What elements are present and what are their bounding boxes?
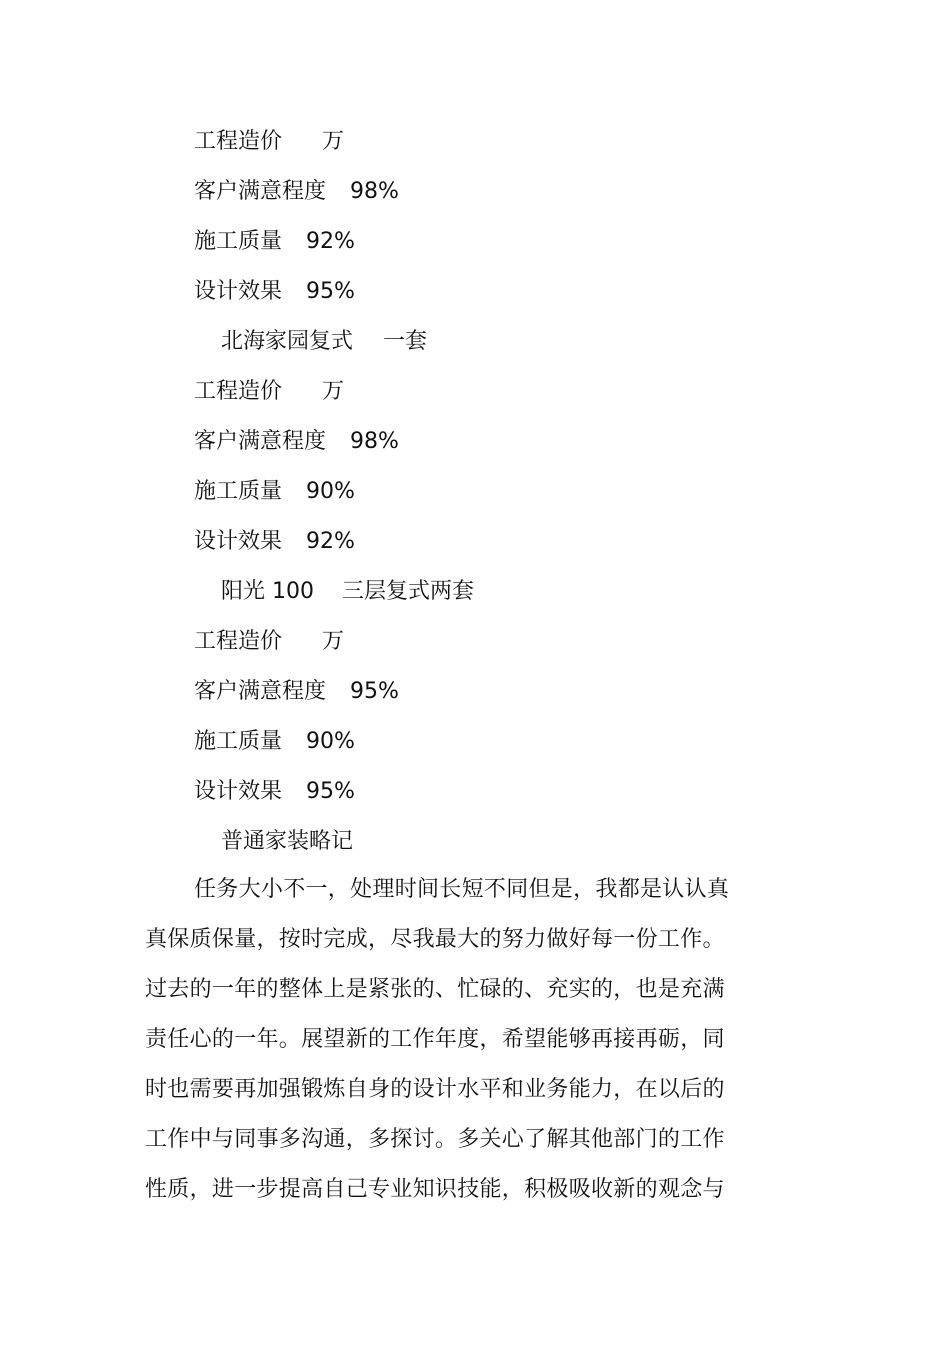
satisfaction-label: 客户满意程度	[194, 429, 327, 454]
project-title-name: 阳光 100	[221, 579, 314, 604]
paragraph-line: 性质，进一步提高自己专业知识技能，积极吸收新的观念与	[145, 1177, 725, 1202]
paragraph-line: 工作中与同事多沟通，多探讨。多关心了解其他部门的工作	[145, 1127, 725, 1152]
paragraph-line: 时也需要再加强锻炼自身的设计水平和业务能力，在以后的	[145, 1077, 725, 1102]
satisfaction-label: 客户满意程度	[194, 679, 327, 704]
quality-value: 90%	[306, 729, 355, 754]
design-value: 92%	[306, 529, 355, 554]
design-value: 95%	[306, 279, 355, 304]
cost-row	[194, 377, 344, 407]
quality-row	[194, 227, 355, 257]
design-label: 设计效果	[194, 279, 283, 304]
quality-row	[194, 477, 355, 507]
body-paragraph	[145, 865, 755, 1215]
paragraph-line: 过去的一年的整体上是紧张的、忙碌的、充实的，也是充满	[145, 977, 725, 1002]
quality-value: 90%	[306, 479, 355, 504]
design-row	[194, 777, 355, 807]
project-title-suffix: 三层复式两套	[342, 579, 475, 604]
cost-label: 工程造价	[194, 629, 283, 654]
satisfaction-row	[194, 177, 399, 207]
design-label: 设计效果	[194, 779, 283, 804]
project-title-suffix: 一套	[383, 329, 428, 354]
design-row	[194, 277, 355, 307]
cost-label: 工程造价	[194, 379, 283, 404]
section-heading: 普通家装略记	[221, 829, 354, 854]
cost-row	[194, 127, 344, 157]
cost-unit: 万	[322, 379, 345, 404]
design-row	[194, 527, 355, 557]
satisfaction-value: 98%	[350, 429, 399, 454]
quality-label: 施工质量	[194, 729, 283, 754]
project-title	[221, 327, 427, 357]
paragraph-line: 责任心的一年。展望新的工作年度，希望能够再接再砺，同	[145, 1027, 725, 1052]
quality-row	[194, 727, 355, 757]
design-value: 95%	[306, 779, 355, 804]
design-label: 设计效果	[194, 529, 283, 554]
quality-value: 92%	[306, 229, 355, 254]
satisfaction-value: 98%	[350, 179, 399, 204]
cost-unit: 万	[322, 629, 345, 654]
quality-label: 施工质量	[194, 479, 283, 504]
satisfaction-label: 客户满意程度	[194, 179, 327, 204]
paragraph-line: 真保质保量，按时完成，尽我最大的努力做好每一份工作。	[145, 927, 725, 952]
project-title	[221, 577, 474, 607]
satisfaction-row	[194, 427, 399, 457]
paragraph-line: 任务大小不一，处理时间长短不同但是，我都是认认真	[194, 877, 730, 902]
cost-label: 工程造价	[194, 129, 283, 154]
quality-label: 施工质量	[194, 229, 283, 254]
cost-row	[194, 627, 344, 657]
satisfaction-row	[194, 677, 399, 707]
project-title-name: 北海家园复式	[221, 329, 354, 354]
cost-unit: 万	[322, 129, 345, 154]
satisfaction-value: 95%	[350, 679, 399, 704]
